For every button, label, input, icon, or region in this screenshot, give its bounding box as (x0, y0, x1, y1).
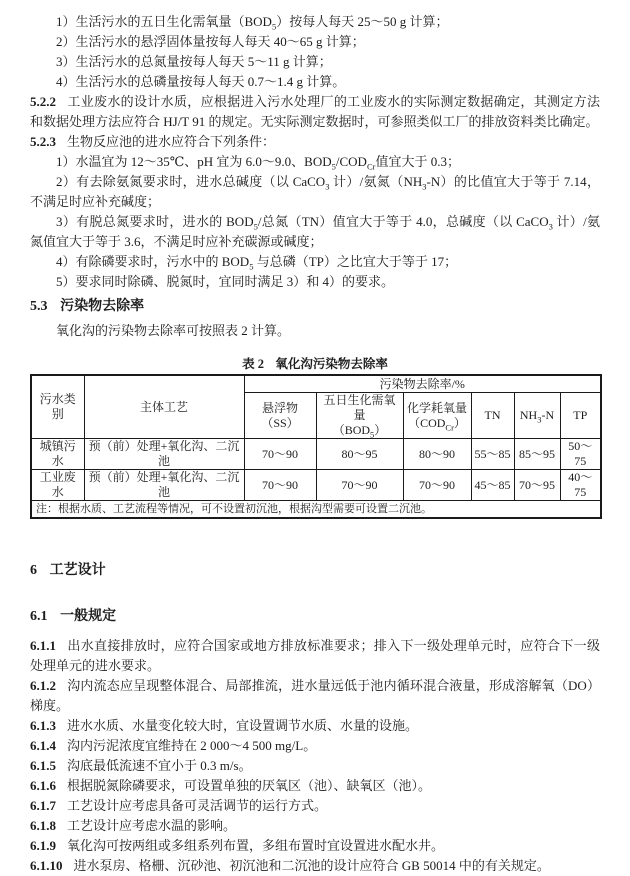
table-caption-title: 氧化沟污染物去除率 (275, 357, 388, 371)
clause-number: 5.2.3 (30, 134, 56, 149)
list-item: 1）生活污水的五日生化需氧量$(BOD_5)$按每人每天 25～50 g 计算； (56, 14, 449, 32)
table-cell: 70～90 (316, 470, 403, 501)
clause-text: 进水水质、水量变化较大时，宜设置调节水质、水量的设施。 (67, 718, 419, 733)
table-2-pollutant-removal (30, 374, 602, 519)
clause-text: 根据脱氮除磷要求，可设置单独的厌氧区（池）、缺氧区（池）。 (67, 778, 432, 793)
table-header-row (31, 375, 601, 393)
section-title: 一般规定 (60, 609, 117, 624)
section-6-1-clauses (30, 636, 600, 876)
clause-5-2-3 (30, 132, 600, 152)
table-row (31, 439, 601, 470)
condition-item: 4）有除磷要求时，污水中的 $BOD_5$ 与总磷（TP）之比宜大于等于 17； (56, 254, 458, 272)
section-number: 6 (30, 563, 37, 578)
table-header-cell: $NH_3-N$ (514, 393, 560, 439)
clause-number: 5.2.2 (30, 94, 56, 109)
clause-text: 生物反应池的进水应符合下列条件： (67, 134, 276, 149)
clause-number: 6.1.8 (30, 818, 56, 833)
table-header-cell: 悬浮物 （SS） (244, 393, 316, 439)
section-heading-6-1 (30, 606, 600, 627)
section-number: 5.3 (30, 299, 48, 314)
condition-item: 3）有脱总氮要求时，进水的 $BOD_5/$总氮（TN）值宜大于等于 4.0，总碱度（以 CaCO$_3$ 计）/氨氮值宜大于等于 3.6，不满足时应补充碳源或碱度； (30, 214, 600, 249)
clause-number: 6.1.1 (30, 638, 56, 653)
table-cell: 45～85 (471, 470, 514, 501)
table-caption-label: 表 2 (242, 357, 265, 371)
paragraph: 氧化沟的污染物去除率可按照表 2 计算。 (56, 323, 291, 338)
clause-text: 工业废水的设计水质，应根据进入污水处理厂的工业废水的实际测定数据确定，其测定方法和数据处理方法应符合 HJ/T 91 的规定。无实际测定数据时，可参照类似工厂的排放资料类比确定。 (30, 94, 600, 129)
clause-6-1-6 (30, 776, 600, 796)
clause-number: 6.1.7 (30, 798, 56, 813)
table-header-cell: 污水类别 (31, 375, 84, 439)
table-cell: 70～90 (244, 470, 316, 501)
section-number: 6.1 (30, 609, 48, 624)
clause-text: 进水泵房、格栅、沉砂池、初沉池和二沉池的设计应符合 GB 50014 中的有关规定。 (73, 858, 550, 873)
table-cell: 70～95 (514, 470, 560, 501)
clause-6-1-4 (30, 736, 600, 756)
clause-text: 氧化沟可按两组或多组系列布置，多组布置时宜设置进水配水井。 (67, 838, 445, 853)
clause-number: 6.1.10 (30, 858, 63, 873)
clause-6-1-2 (30, 676, 600, 716)
clause-number: 6.1.4 (30, 738, 56, 753)
condition-item: 2）有去除氨氮要求时，进水总碱度（以 CaCO$_3$ 计）/氨氮$(NH_3-N)$的比值宜大于等于 7.14，不满足时应补充碱度； (30, 174, 600, 209)
table-cell: 80～95 (316, 439, 403, 470)
table-cell: 70～90 (244, 439, 316, 470)
table-cell: 70～90 (403, 470, 471, 501)
table-header-cell: TP (560, 393, 601, 439)
table-row (31, 470, 601, 501)
table-cell: 50～75 (560, 439, 601, 470)
list-item: 3）生活污水的总氮量按每人每天 5～11 g 计算； (56, 54, 332, 69)
table-cell: 55～85 (471, 439, 514, 470)
table-cell: 预（前）处理+氧化沟、二沉池 (84, 439, 244, 470)
clause-6-1-8 (30, 816, 600, 836)
section-heading-5-3 (30, 296, 600, 317)
table-header-cell: 五日生化需氧量 $(BOD_5)$ (316, 393, 403, 439)
clause-number: 6.1.6 (30, 778, 56, 793)
section-title: 污染物去除率 (60, 299, 145, 314)
table-cell: 85～95 (514, 439, 560, 470)
clause-text: 沟内污泥浓度宜维持在 2 000～4 500 mg/L。 (67, 738, 317, 753)
table-header-cell: TN (471, 393, 514, 439)
table-header-cell: 化学耗氧量 $(COD_{Cr})$ (403, 393, 471, 439)
table-cell: 预（前）处理+氧化沟、二沉池 (84, 470, 244, 501)
clause-6-1-5 (30, 756, 600, 776)
list-item: 4）生活污水的总磷量按每人每天 0.7～1.4 g 计算。 (56, 74, 346, 89)
clause-text: 工艺设计应考虑具备可灵活调节的运行方式。 (67, 798, 328, 813)
clause-6-1-3 (30, 716, 600, 736)
clause-5-2-2 (30, 92, 600, 132)
clause-number: 6.1.5 (30, 758, 56, 773)
table-header-cell: 主体工艺 (84, 375, 244, 439)
clause-number: 6.1.2 (30, 678, 56, 693)
clause-number: 6.1.9 (30, 838, 56, 853)
table-cell: 工业废水 (31, 470, 84, 501)
clause-6-1-7 (30, 796, 600, 816)
clause-6-1-9 (30, 836, 600, 856)
condition-item: 5）要求同时除磷、脱氮时，宜同时满足 3）和 4）的要求。 (56, 274, 395, 289)
section-heading-6 (30, 560, 600, 581)
clause-number: 6.1.3 (30, 718, 56, 733)
section-title: 工艺设计 (49, 563, 106, 578)
condition-item: 1）水温宜为 12～35℃、pH 宜为 6.0～9.0、$BOD_5/COD_{Cr}$值宜大于 0.3； (56, 154, 460, 172)
clause-text: 沟内流态应呈现整体混合、局部推流，进水量远低于池内循环混合液量，形成溶解氧（DO）梯度。 (30, 678, 600, 713)
table-cell: 40～75 (560, 470, 601, 501)
table-header-cell: 污染物去除率/% (244, 375, 601, 393)
table-caption (30, 355, 600, 373)
clause-6-1-1 (30, 636, 600, 676)
clause-text: 沟底最低流速不宜小于 0.3 m/s。 (67, 758, 252, 773)
list-item: 2）生活污水的悬浮固体量按每人每天 40～65 g 计算； (56, 34, 365, 49)
table-cell: 城镇污水 (31, 439, 84, 470)
table-cell: 80～90 (403, 439, 471, 470)
clause-text: 出水直接排放时，应符合国家或地方排放标准要求；排入下一级处理单元时，应符合下一级处理单元的进水要求。 (30, 638, 600, 673)
table-note-row (31, 501, 601, 519)
clause-6-1-10 (30, 856, 600, 876)
clause-text: 工艺设计应考虑水温的影响。 (67, 818, 237, 833)
table-note: 注：根据水质、工艺流程等情况，可不设置初沉池，根据沟型需要可设置二沉池。 (31, 501, 601, 519)
